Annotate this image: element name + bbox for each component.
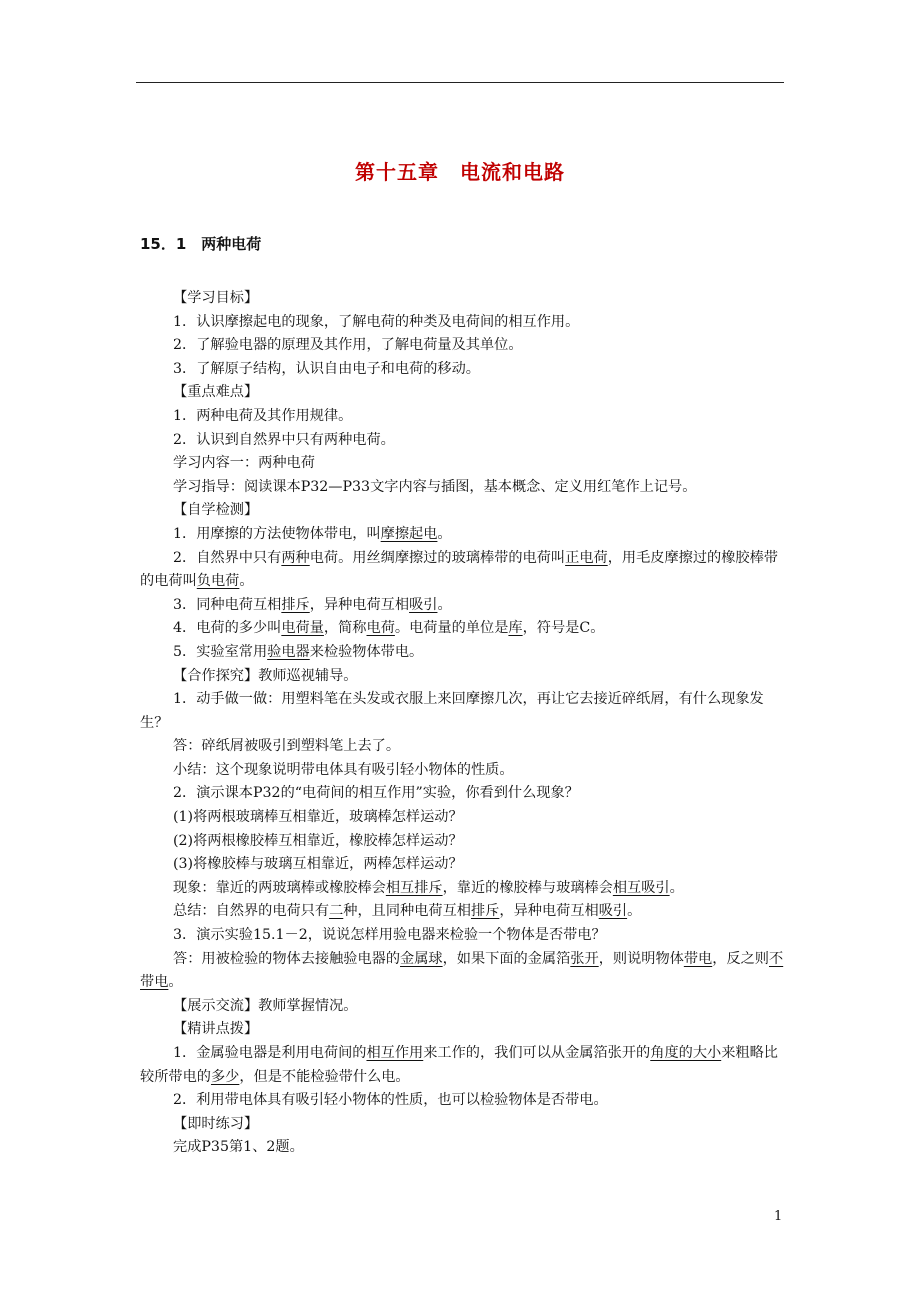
answer-blank: 相互作用 (366, 1045, 424, 1061)
chapter-title: 第十五章 电流和电路 (355, 160, 565, 184)
paragraph-text: ，但是不能检验带什么电。 (239, 1068, 410, 1085)
answer-blank: 吸引 (409, 596, 438, 613)
paragraph (140, 1042, 788, 1089)
document-body (140, 287, 788, 1160)
paragraph-text: 。 (669, 879, 684, 896)
answer-blank: 不带电 (140, 950, 784, 991)
paragraph-text: 电荷。用丝绸摩擦过的玻璃棒带的电荷叫 (309, 549, 566, 566)
paragraph-text: 【精讲点拨】 (173, 1021, 259, 1038)
paragraph (140, 995, 788, 1019)
paragraph-text: 。 (627, 903, 642, 920)
paragraph (140, 358, 788, 382)
paragraph-text: ，靠近的橡胶棒与玻璃棒会 (442, 879, 613, 896)
paragraph (140, 759, 788, 783)
paragraph (140, 948, 788, 995)
paragraph (140, 1089, 788, 1113)
paragraph-text: ，反之则 (712, 950, 769, 967)
paragraph (140, 1113, 788, 1137)
paragraph (140, 877, 788, 901)
paragraph-text: (2)将两根橡胶棒互相靠近，橡胶棒怎样运动？ (173, 832, 463, 849)
answer-blank: 金属球 (400, 950, 443, 967)
paragraph-text: 【合作探究】教师巡视辅导。 (173, 667, 358, 684)
paragraph (140, 853, 788, 877)
paragraph-text: 1．动手做一做：用塑料笔在头发或衣服上来回摩擦几次，再让它去接近碎纸屑，有什么现象发生？ (140, 691, 764, 731)
paragraph-text: 1．金属验电器是利用电荷间的 (173, 1045, 367, 1061)
paragraph-text: 【学习目标】 (173, 290, 259, 306)
paragraph (140, 924, 788, 948)
answer-blank: 多少 (210, 1068, 240, 1085)
paragraph-text: 1．两种电荷及其作用规律。 (173, 407, 353, 424)
paragraph (140, 665, 788, 689)
answer-blank: 库 (508, 620, 523, 637)
paragraph (140, 499, 788, 523)
paragraph-text: 3．演示实验15.1－2，说说怎样用验电器来检验一个物体是否带电？ (173, 927, 606, 944)
paragraph-text: 。电荷量的单位是 (394, 620, 509, 637)
paragraph-text: 来粗略比较所带电的 (140, 1045, 778, 1085)
paragraph (140, 806, 788, 830)
paragraph (140, 1136, 788, 1160)
paragraph-text: 5．实验室常用 (173, 643, 268, 660)
paragraph-text: 总结：自然界的电荷只有 (173, 903, 330, 920)
paragraph (140, 617, 788, 641)
paragraph (140, 405, 788, 429)
answer-blank: 验电器 (267, 643, 310, 660)
paragraph (140, 381, 788, 405)
paragraph-text: 答：碎纸屑被吸引到塑料笔上去了。 (173, 738, 401, 755)
paragraph-text: 1．认识摩擦起电的现象，了解电荷的种类及电荷间的相互作用。 (173, 313, 580, 330)
paragraph-text: 。 (239, 573, 254, 590)
paragraph-text: 现象：靠近的两玻璃棒或橡胶棒会 (173, 879, 386, 896)
answer-blank: 负电荷 (196, 573, 240, 590)
answer-blank: 二 (329, 903, 344, 920)
paragraph-text: 2．利用带电体具有吸引轻小物体的性质，也可以检验物体是否带电。 (173, 1092, 608, 1109)
section-title: 15．1 两种电荷 (140, 235, 262, 253)
answer-blank: 正电荷 (565, 549, 608, 566)
paragraph-text: ，用毛皮摩擦过的橡胶棒带的电荷叫 (140, 549, 778, 590)
paragraph (140, 830, 788, 854)
paragraph (140, 523, 788, 547)
paragraph-text: 2．认识到自然界中只有两种电荷。 (173, 431, 395, 448)
paragraph-text: (3)将橡胶棒与玻璃互相靠近，两棒怎样运动？ (173, 856, 463, 873)
answer-blank: 角度的大小 (650, 1045, 722, 1061)
answer-blank: 带电 (683, 950, 713, 967)
paragraph-text: 【展示交流】教师掌握情况。 (173, 997, 358, 1014)
paragraph (140, 782, 788, 806)
paragraph-text: ，符号是C。 (522, 620, 605, 637)
paragraph-text: 小结：这个现象说明带电体具有吸引轻小物体的性质。 (173, 761, 514, 778)
page-number: 1 (774, 1209, 783, 1224)
answer-blank: 电荷量 (281, 620, 324, 637)
answer-blank: 吸引 (598, 903, 628, 920)
paragraph-text: 4．电荷的多少叫 (173, 620, 282, 637)
paragraph-text: 3．了解原子结构，认识自由电子和电荷的移动。 (173, 360, 480, 377)
paragraph-text: ，异种电荷互相 (499, 903, 599, 920)
answer-blank: 两种 (281, 549, 310, 566)
paragraph-text: 。 (437, 596, 452, 613)
paragraph (140, 547, 788, 594)
paragraph-text: 答：用被检验的物体去接触验电器的 (173, 950, 401, 967)
answer-blank: 相互排斥 (385, 879, 443, 896)
paragraph (140, 900, 788, 924)
paragraph-text: 学习内容一：两种电荷 (173, 455, 315, 472)
paragraph (140, 429, 788, 453)
paragraph-text: ，则说明物体 (598, 950, 684, 967)
answer-blank: 排斥 (281, 596, 310, 613)
paragraph (140, 735, 788, 759)
paragraph-text: 种，且同种电荷互相 (343, 903, 471, 920)
paragraph (140, 688, 788, 735)
paragraph (140, 641, 788, 665)
paragraph-text: 【重点难点】 (173, 384, 259, 401)
answer-blank: 电荷 (366, 620, 395, 637)
paragraph-text: 3．同种电荷互相 (173, 596, 282, 613)
paragraph (140, 476, 788, 500)
header-rule (136, 82, 784, 83)
paragraph-text: (1)将两根玻璃棒互相靠近，玻璃棒怎样运动？ (173, 809, 463, 826)
paragraph (140, 311, 788, 335)
answer-blank: 张开 (570, 950, 599, 967)
paragraph (140, 1018, 788, 1042)
paragraph-text: ，异种电荷互相 (309, 596, 410, 613)
answer-blank: 相互吸引 (612, 879, 670, 896)
paragraph-text: 来检验物体带电。 (309, 643, 424, 660)
paragraph-text: 完成P35第1、2题。 (173, 1139, 304, 1156)
paragraph-text: 1．用摩擦的方法使物体带电，叫 (173, 525, 381, 542)
answer-blank: 摩擦起电 (380, 525, 438, 542)
paragraph-text: 。 (168, 974, 183, 991)
paragraph-text: 【即时练习】 (173, 1115, 259, 1132)
paragraph (140, 334, 788, 358)
paragraph (140, 452, 788, 476)
paragraph-text: ，简称 (323, 620, 367, 637)
paragraph-text: 学习指导：阅读课本P32—P33文字内容与插图，基本概念、定义用红笔作上记号。 (173, 478, 697, 495)
paragraph-text: 。 (437, 525, 452, 542)
paragraph-text: 来工作的，我们可以从金属箔张开的 (423, 1045, 651, 1061)
answer-blank: 排斥 (470, 903, 500, 920)
paragraph-text: 2．演示课本P32的“电荷间的相互作用”实验，你看到什么现象？ (173, 785, 579, 802)
paragraph (140, 287, 788, 311)
paragraph (140, 594, 788, 618)
paragraph-text: ，如果下面的金属箔 (442, 950, 571, 967)
paragraph-text: 2．了解验电器的原理及其作用，了解电荷量及其单位。 (173, 337, 523, 354)
paragraph-text: 【自学检测】 (173, 502, 259, 519)
paragraph-text: 2．自然界中只有 (173, 549, 282, 566)
